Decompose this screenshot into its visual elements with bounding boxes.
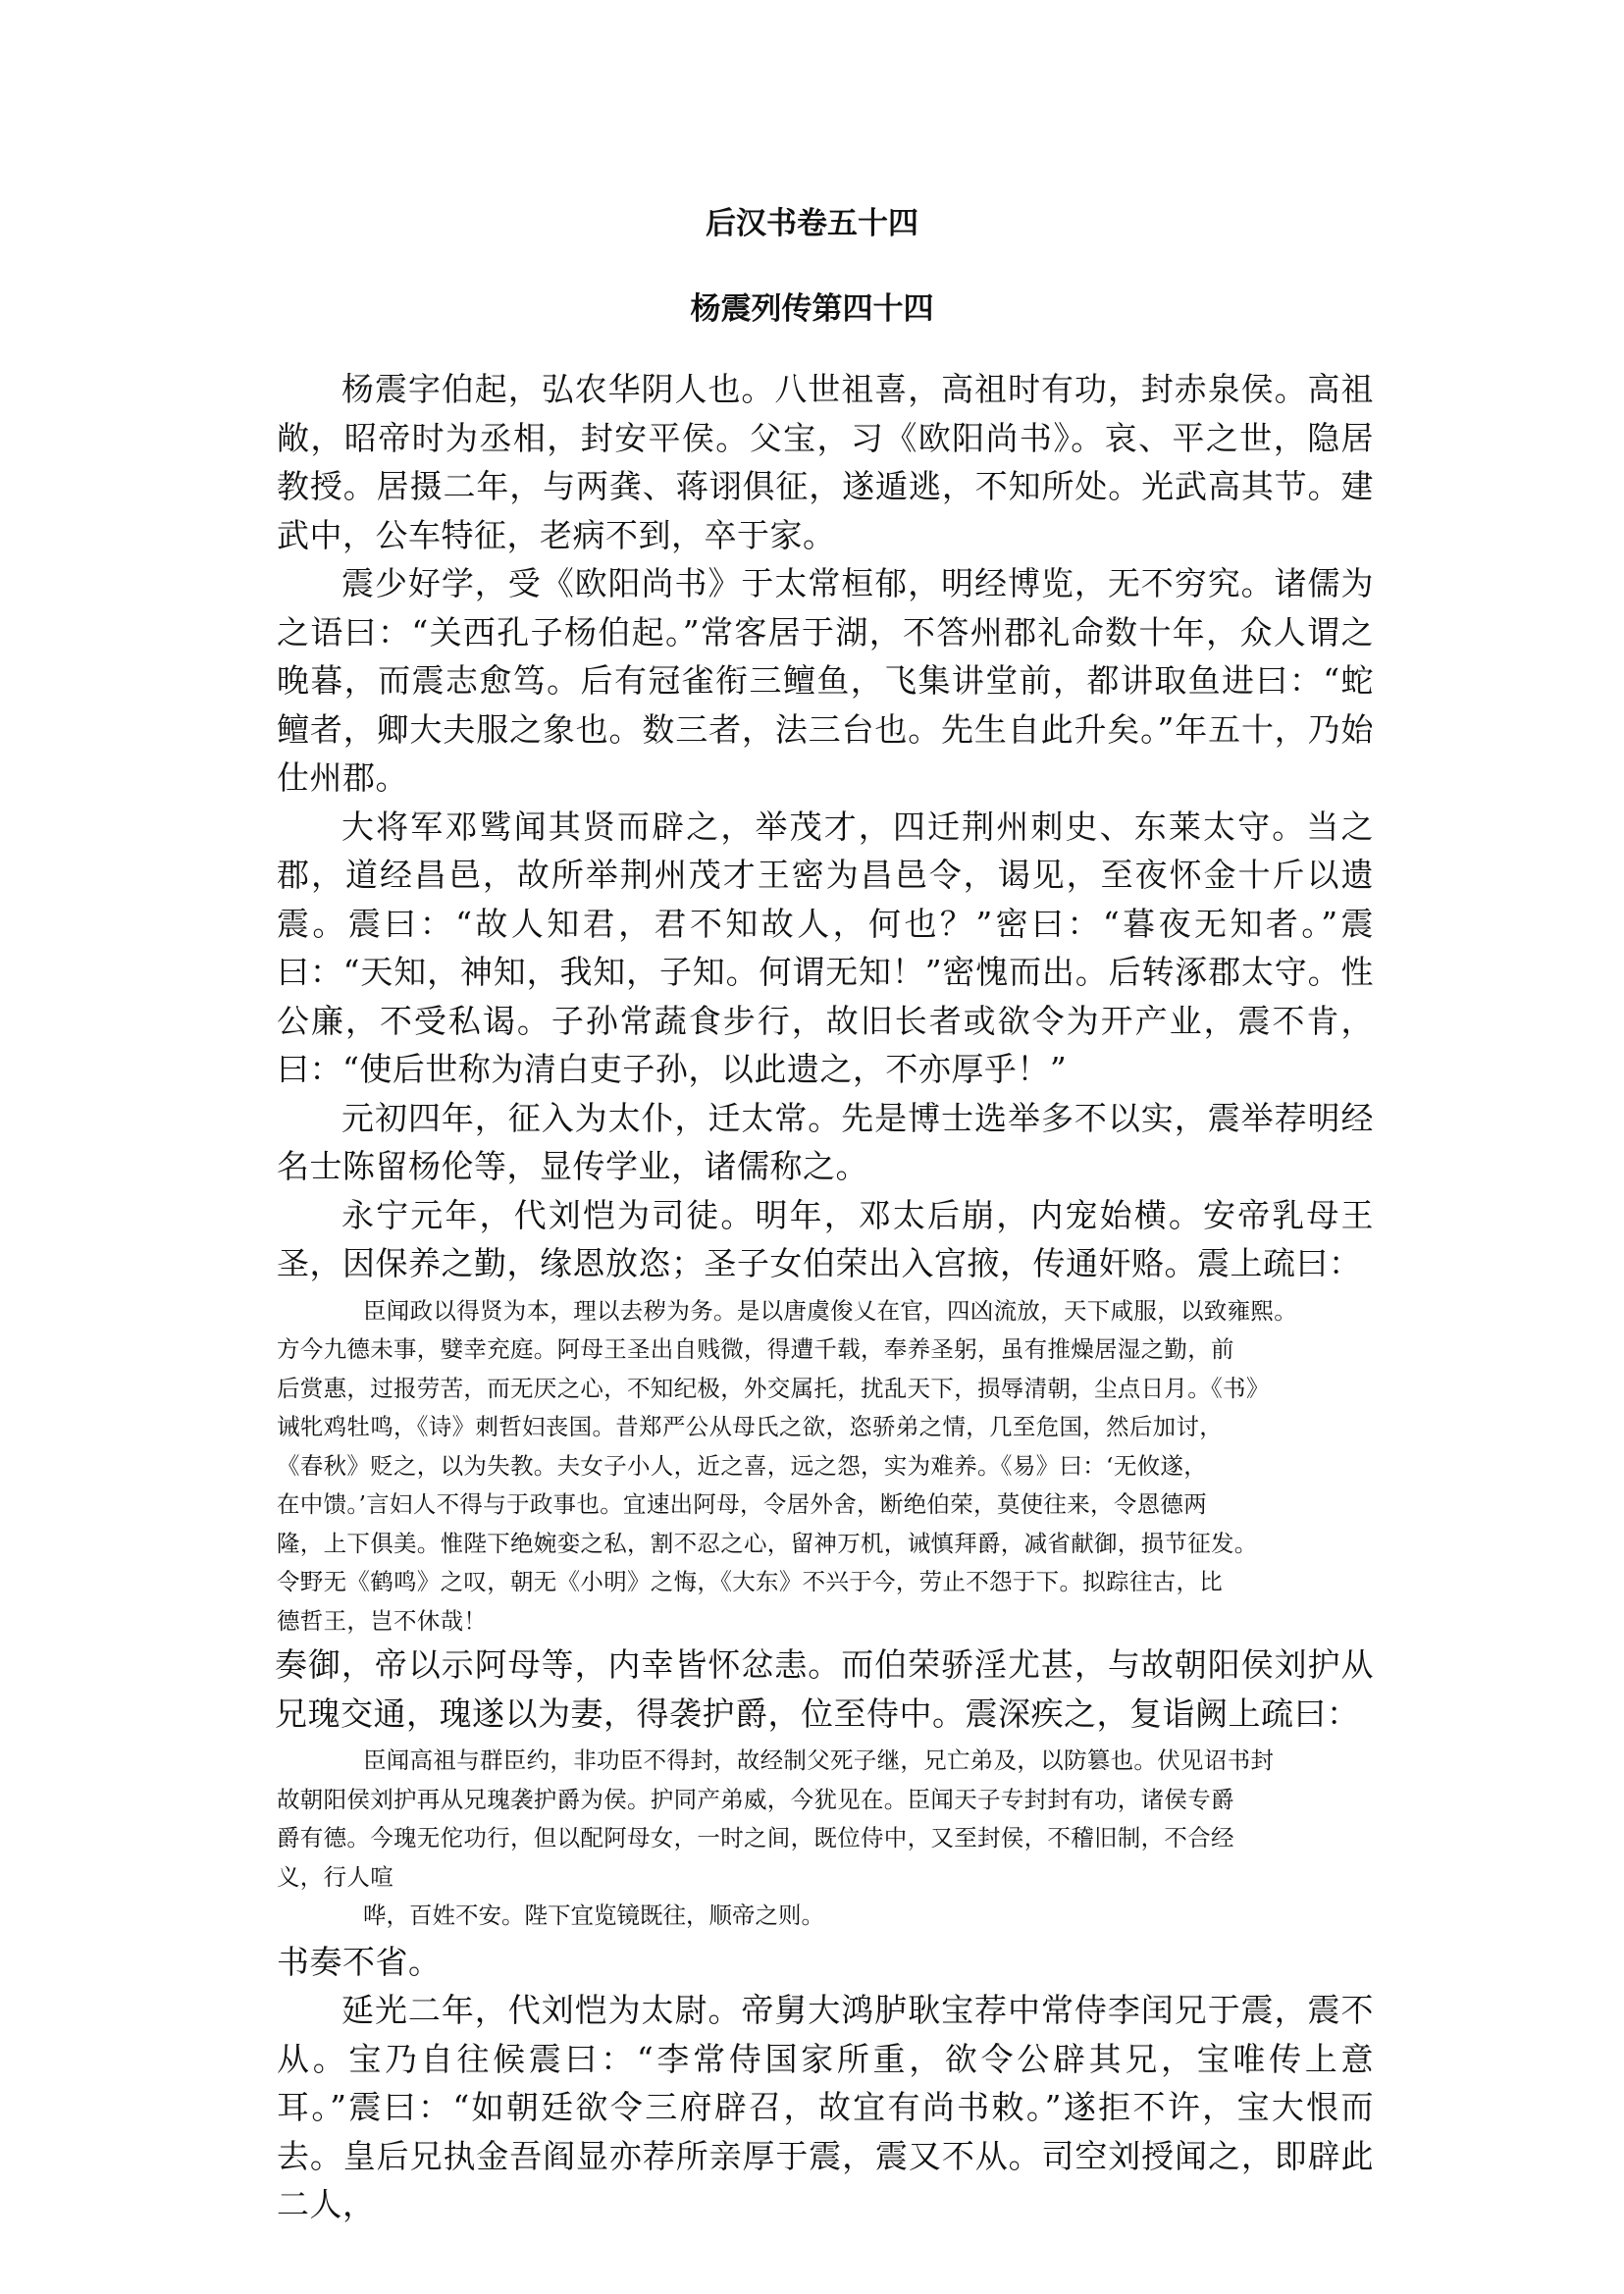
- quote-line: 德哲王，岂不休哉！: [277, 1606, 488, 1635]
- document-body: [277, 365, 1374, 2229]
- book-title: 后汉书卷五十四: [706, 206, 918, 241]
- quote-line: 故朝阳侯刘护再从兄瑰袭护爵为侯。护同产弟威，今犹见在。臣闻天子专封封有功，诸侯专爵: [277, 1785, 1234, 1813]
- paragraph-8: 延光二年，代刘恺为太尉。帝舅大鸿胪耿宝荐中常侍李闰兄于震，震不从。宝乃自往候震曰：“李常侍国家所重，欲令公辟其兄，宝唯传上意耳。”震曰：“如朝廷欲令三府辟召，故宜有尚书敕。”遂拒不许，宝大恨而去。皇后兄执金吾阎显亦荐所亲厚于震，震又不从。司空刘授闻之，即辟此二人，: [277, 1991, 1374, 2223]
- paragraph-5: 永宁元年，代刘恺为司徒。明年，邓太后崩，内宠始横。安帝乳母王圣，因保养之勤，缘恩放恣；圣子女伯荣出入宫掖，传通奸赂。震上疏曰：: [277, 1195, 1374, 1282]
- memorial-quote-2-tail: [277, 1897, 1374, 1936]
- quote-line: 方今九德未事，嬖幸充庭。阿母王圣出自贱微，得遭千载，奉养圣躬，虽有推燥居湿之勤，前: [277, 1335, 1234, 1363]
- quote-line: 令野无《鹤鸣》之叹，朝无《小明》之悔，《大东》不兴于今，劳止不怨于下。拟踪往古，比: [277, 1568, 1224, 1595]
- quote-line: 臣闻高祖与群臣约，非功臣不得封，故经制父死子继，兄亡弟及，以防篡也。伏见诏书封: [363, 1747, 1275, 1774]
- chapter-title: 杨震列传第四十四: [690, 291, 934, 327]
- quote-line: 后赏惠，过报劳苦，而无厌之心，不知纪极，外交属托，扰乱天下，损辱清朝，尘点日月。《书》: [277, 1374, 1270, 1402]
- quote-line: 在中馈。’言妇人不得与于政事也。宜速出阿母，令居外舍，断绝伯荣，莫使往来，令恩德两: [277, 1490, 1208, 1518]
- paragraph-3: 大将军邓骘闻其贤而辟之，举茂才，四迁荆州刺史、东莱太守。当之郡，道经昌邑，故所举荆州茂才王密为昌邑令，谒见，至夜怀金十斤以遗震。震曰：“故人知君，君不知故人，何也？”密曰：“暮夜无知者。”震曰：“天知，神知，我知，子知。何谓无知！”密愧而出。后转涿郡太守。性公廉，不受私谒。子孙常蔬食步行，故旧长者或欲令为开产业，震不肯，曰：“使后世称为清白吏子孙，以此遗之，不亦厚乎！”: [277, 807, 1374, 1088]
- paragraph-4: 元初四年，征入为太仆，迁太常。先是博士选举多不以实，震举荐明经名士陈留杨伦等，显传学业，诸儒称之。: [277, 1098, 1374, 1185]
- quote-line: 诫牝鸡牡鸣，《诗》刺哲妇丧国。昔郑严公从母氏之欲，恣骄弟之情，几至危国，然后加讨，: [277, 1413, 1224, 1440]
- quote-line: 《春秋》贬之，以为失教。夫女子小人，近之喜，远之怨，实为难养。《易》曰：‘无攸遂，: [277, 1451, 1208, 1480]
- quote-line: 臣闻政以得贤为本，理以去秽为务。是以唐虞俊乂在官，四凶流放，天下咸服，以致雍熙。: [363, 1296, 1297, 1325]
- quote-line: 爵有德。今瑰无佗功行，但以配阿母女，一时之间，既位侍中，又至封侯，不稽旧制，不合经: [277, 1824, 1234, 1851]
- memorial-quote-2: [277, 1742, 1374, 1897]
- paragraph-2: 震少好学，受《欧阳尚书》于太常桓郁，明经博览，无不穷究。诸儒为之语曰：“关西孔子杨伯起。”常客居于湖，不答州郡礼命数十年，众人谓之晚暮，而震志愈笃。后有冠雀衔三鳣鱼，飞集讲堂前，都讲取鱼进曰：“蛇鳣者，卿大夫服之象也。数三者，法三台也。先生自此升矣。”年五十，乃始仕州郡。: [277, 564, 1374, 797]
- paragraph-7: 书奏不省。: [277, 1942, 442, 1981]
- quote-line: 哗，百姓不安。陛下宜览镜既往，顺帝之则。: [363, 1902, 824, 1929]
- paragraph-1: 杨震字伯起，弘农华阴人也。八世祖喜，高祖时有功，封赤泉侯。高祖敞，昭帝时为丞相，封安平侯。父宝，习《欧阳尚书》。哀、平之世，隐居教授。居摄二年，与两龚、蒋诩俱征，遂遁逃，不知所处。光武高其节。建武中，公车特征，老病不到，卒于家。: [277, 370, 1374, 554]
- paragraph-6: 奏御，帝以示阿母等，内幸皆怀忿恚。而伯荣骄淫尤甚，与故朝阳侯刘护从兄瑰交通，瑰遂以为妻，得袭护爵，位至侍中。震深疾之，复诣阙上疏曰：: [275, 1645, 1374, 1733]
- memorial-quote-1: [277, 1292, 1374, 1642]
- quote-line: 隆，上下俱美。惟陛下绝婉娈之私，割不忍之心，留神万机，诫慎拜爵，减省献御，损节征发。: [277, 1529, 1258, 1557]
- quote-line: 义，行人喧: [277, 1862, 393, 1891]
